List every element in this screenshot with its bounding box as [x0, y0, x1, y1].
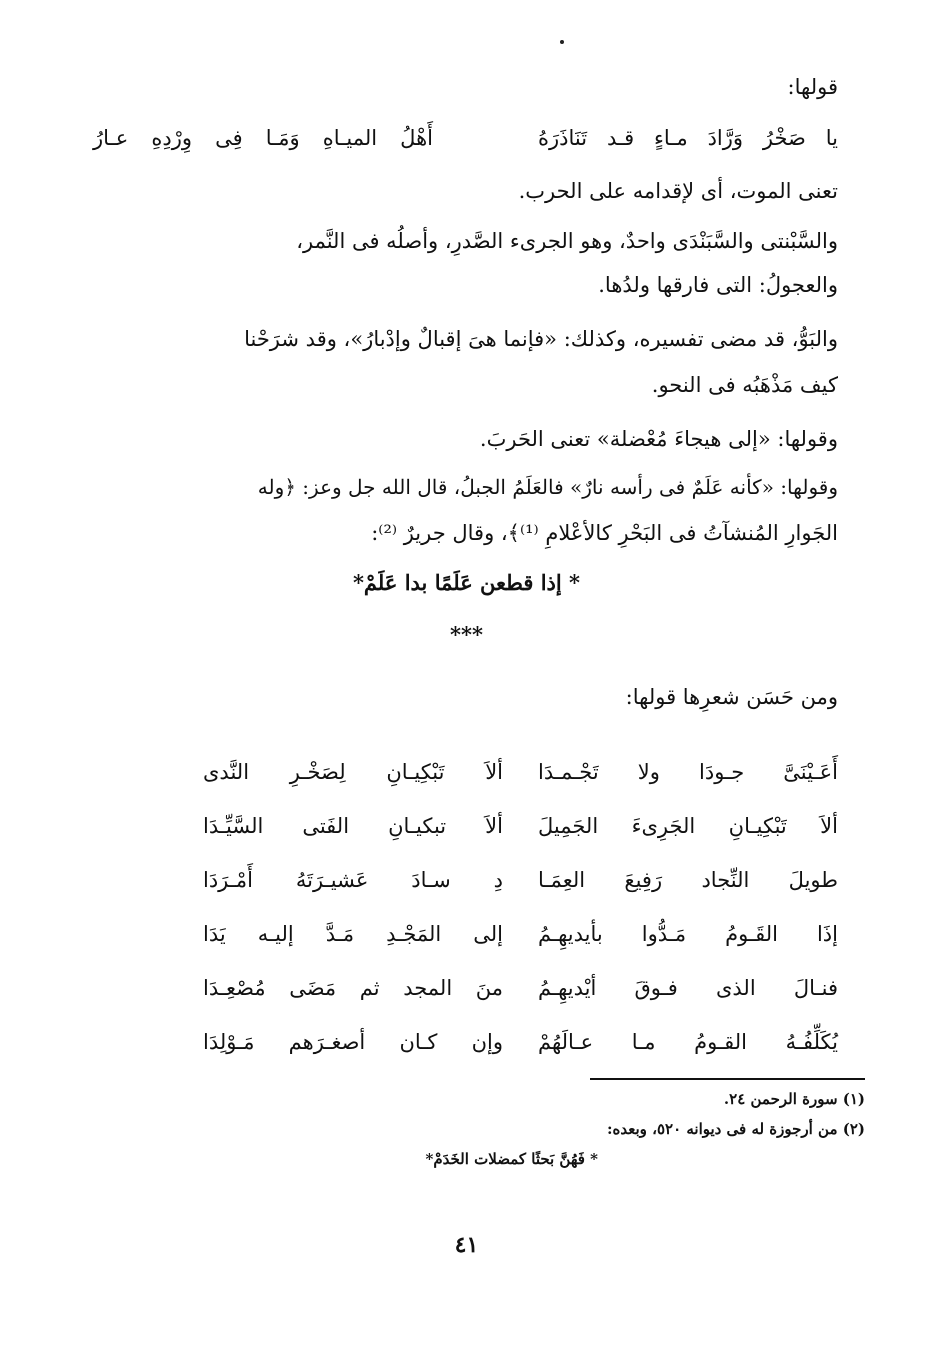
ink-speck: [560, 40, 564, 44]
text-line: كيف مَذْهَبُه فى النحو.: [651, 373, 838, 397]
poem-hemistich-left: وإن كـان أصغـرَهم مَـوْلِدَا: [203, 1030, 503, 1054]
poem-hemistich-left: دِ سـادَ عَشيـرَتَهُ أَمْـرَدَا: [203, 868, 503, 892]
poem-hemistich-right: ألاَ تَبْكِيـانِ الجَرِىءَ الجَمِيلَ: [538, 814, 838, 838]
poem-hemistich-right: يُكَلِّفُـهُ القـومُ مـا عـالَهُمْ: [538, 1030, 838, 1054]
poem-hemistich-left: إلى المَجْـدِ مَـدَّ إليـه يَدَا: [203, 922, 503, 946]
poem-hemistich-left: منَ المجد ثم مَضَى مُصْعِـدَا: [203, 976, 503, 1000]
poem-hemistich-right: أَعَـيْنَىَّ جـودَا ولا تَجْـمـدَا: [538, 760, 838, 784]
footnote: (١) سورة الرحمن ٢٤.: [723, 1090, 865, 1108]
footnote-verse: * فَهُنَّ بَحثًا كمضلات الخَدَمْ*: [425, 1150, 598, 1168]
poem-hemistich-right: إذَا القَـومُ مَـدُّوا بأيديهِـمُ: [538, 922, 838, 946]
footnote: (٢) من أرجوزة له فى ديوانه ٥٢٠، وبعده:: [606, 1120, 865, 1138]
text-line: الجَوارِ المُنشآتُ فى البَحْرِ كالأعْلامِ ⁽¹⁾﴾، وقال جريرٌ ⁽²⁾:: [371, 521, 838, 545]
text-line: وقولها: «كأنه عَلَمٌ فى رأسه نارٌ» فالعَلَمُ الجبلُ، قال الله جل وعز: ﴿وله: [257, 475, 838, 499]
verse-hemistich-left: أَهْلُ الميـاهِ وَمَـا فِى وِرْدِهِ عـارُ: [93, 126, 433, 150]
poem-couplet: [118, 806, 838, 846]
poem-couplet: [118, 914, 838, 954]
poem-couplet: [118, 1022, 838, 1062]
poem-couplet: [118, 860, 838, 900]
footnote-rule: [590, 1078, 865, 1080]
poem-hemistich-right: طويلَ النِّجاد رَفِيعَ العِمَـا: [538, 868, 838, 892]
page-number: ٤١: [454, 1232, 479, 1258]
poem-hemistich-left: ألاَ تبكيـانِ الفَتى السَّيِّـدَا: [203, 814, 503, 838]
section-separator: ***: [450, 622, 483, 647]
text-line: قولها:: [787, 75, 838, 99]
poem-couplet: [118, 968, 838, 1008]
poem-hemistich-left: ألاَ تَبْكِيـانِ لِصَخْـرِ النَّدى: [203, 760, 503, 784]
verse-couplet: [93, 118, 838, 158]
text-line: والسَّبْنتى والسَّبَنْدَى واحدٌ، وهو الجرىء الصَّدرِ، وأصلُه فى النَّمر،: [296, 229, 838, 253]
text-line: وقولها: «إلى هيجاءَ مُعْضلة» تعنى الحَربَ.: [479, 427, 838, 451]
text-line: والبَوُّ، قد مضى تفسيره، وكذلك: «فإنما هىَ إقبالٌ وإدْبارُ»، وقد شرَحْنا: [244, 327, 838, 351]
poem-couplet: [118, 752, 838, 792]
poem-hemistich-right: فنـالَ الذى فـوقَ أيْديهِـمُ: [538, 976, 838, 1000]
quoted-verse: * إذا قطعن عَلَمًا بدا عَلَمْ*: [352, 570, 581, 595]
verse-hemistich-right: يا صَخْرُ وَرَّادَ مـاءٍ قـد تَنَاذَرَهُ: [538, 126, 838, 150]
text-line: والعجولُ: التى فارقها ولدُها.: [598, 273, 838, 297]
text-line: تعنى الموت، أى لإقدامه على الحرب.: [518, 179, 838, 203]
text-line: ومن حَسَن شعرِها قولها:: [625, 685, 838, 709]
